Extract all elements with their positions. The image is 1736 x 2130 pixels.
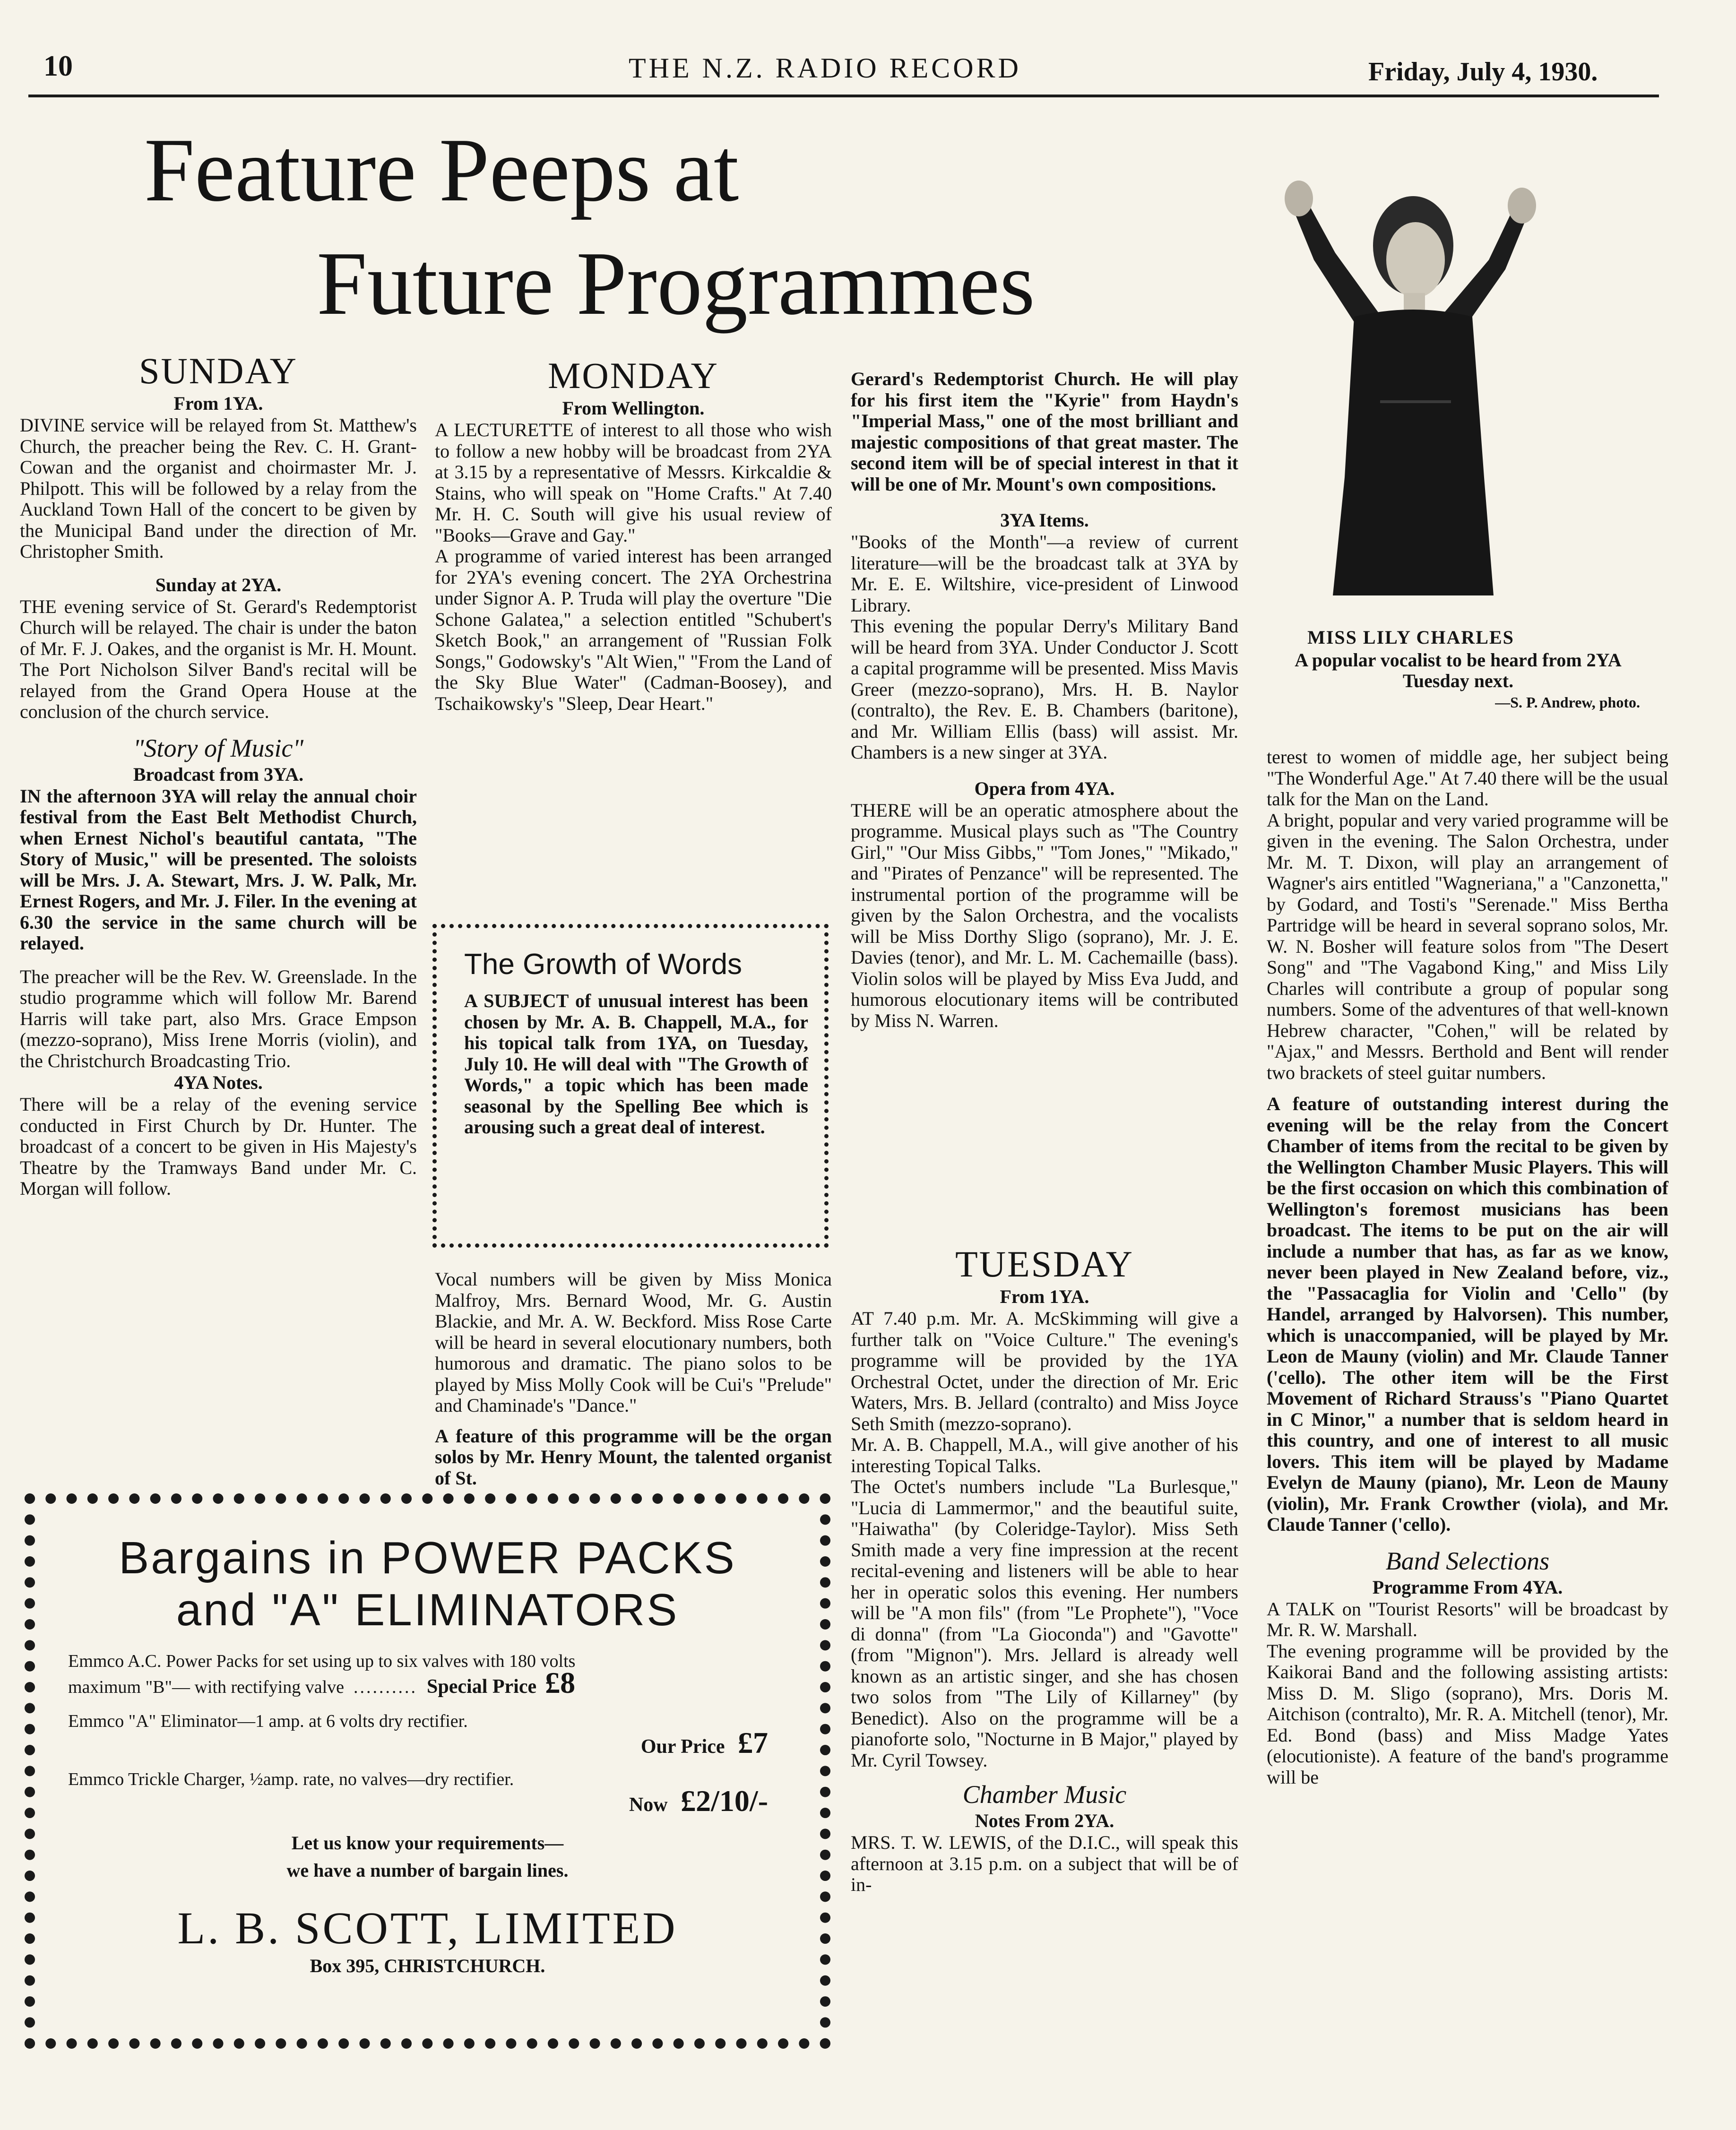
growth-of-words-text: A SUBJECT of unusual interest has been chosen by Mr. A. B. Chappell, M.A., for his topical talk from 1YA, on Tuesday, July 10. He will deal with "The Growth of Words," a topic which has been made seasonal by the Spelling Bee which is arousing such a great deal of interest.	[464, 990, 808, 1138]
tuesday-octet-text: The Octet's numbers include "La Burlesque," "Lucia di Lammermor," and the beautiful suite, "Haiwatha" (by Coleridge-Taylor). Miss Seth Smith made a very fine impression at the recent recital-evening and listeners will be able to hear her in operatic solos this evening. Her numbers will be "A mon fils" (from "Le Prophete"), "Voce di donna" (from "La Gioconda") and "Gavotte" (from "Mignon"). Mrs. Jellard is already well known as an artistic singer, and she has chosen two solos from "The Lily of Killarney" (by Benedict). Also on the programme will be a pianoforte solo, "Nocturne in B Major," played by Mr. Cyril Towsey.	[851, 1476, 1238, 1771]
monday-column-bottom	[435, 1269, 832, 1489]
ad-item1-dots: ..........	[354, 1677, 418, 1697]
sunday-2ya-text: THE evening service of St. Gerard's Redemptorist Church will be relayed. The chair is under the baton of Mr. F. J. Oakes, and the organist is Mr. H. Mount. The Port Nicholson Silver Band's recital will be relayed from the Grand Opera House at the conclusion of the church service.	[20, 595, 417, 722]
ad-item1-line2: maximum "B"— with rectifying valve	[68, 1677, 345, 1697]
feature-title-line2: Future Programmes	[317, 233, 1035, 334]
chamber-players-text: A feature of outstanding interest during the evening will be the relay from the Concert Chamber of items from the recital to be given by the Wellington Chamber Music Players. This will be the first occasion on which this combination of Wellington's foremost musicians has been broadcast. The items to be put on the air will include a number that has, as far as we know, never been played in New Zealand before, viz., the "Passacaglia for Violin and 'Cello" (by Handel, arranged by Halvorsen). This number, which is unaccompanied, will be played by Mr. Leon de Mauny (violin) and Mr. Claude Tanner ('cello). The other item will be the First Movement of Richard Strauss's "Piano Quartet in C Minor," a number that is seldom heard in this country, and one of interest to all music lovers. This item will be played by Madame Evelyn de Mauny (piano), Mr. Leon de Mauny (violin), Mr. Frank Crowther (viola), and Mr. Claude Tanner ('cello).	[1267, 1093, 1668, 1535]
issue-date: Friday, July 4, 1930.	[1368, 57, 1598, 86]
monday-2ya-concert-text: A programme of varied interest has been arranged for 2YA's evening concert. The 2YA Orchestrina under Signor A. P. Truda will play the overture "Die Schone Galatea," a selection entitled "Schubert's Sketch Book," an arrangement of "Russian Folk Songs," Godowsky's "Alt Wien," "From the Land of the Sky Blue Water" (Cadman-Boosey), and Tschaikowsky's "Sleep, Dear Heart."	[435, 545, 832, 714]
feature-title-line1: Feature Peeps at	[144, 120, 739, 220]
monday-organ-text: A feature of this programme will be the organ solos by Mr. Henry Mount, the talented organist of St.	[435, 1425, 832, 1489]
monday-heading: MONDAY	[548, 355, 719, 396]
story-of-music-heading: "Story of Music"	[133, 733, 304, 762]
sunday-preacher-text: The preacher will be the Rev. W. Greenslade. In the studio programme which will follow Mr. Barend Harris will take part, also Mrs. Grace Empson (mezzo-soprano), Miss Irene Morris (violin), and the Christchurch Broadcasting Trio.	[20, 966, 417, 1071]
photo-subject-name: MISS LILY CHARLES	[1307, 627, 1514, 648]
monday-subheading-wellington: From Wellington.	[562, 397, 705, 419]
opera-4ya-text: THERE will be an operatic atmosphere about the programme. Musical plays such as "The Country Girl," "Our Miss Gibbs," "Tom Jones," "Mikado," and "Pirates of Penzance" will be represented. The instrumental portion of the programme will be given by the Salon Orchestra, and the vocalists will be Miss Dorthy Sligo (soprano), Mr. J. E. Davies (tenor), and Mr. L. M. Cachemaille (bass). Violin solos will be played by Miss Eva Judd, and humorous elocutionary items will be contributed by Miss N. Warren.	[851, 799, 1238, 1031]
ad-item3-price: £2/10/-	[681, 1784, 768, 1818]
ad-item-power-packs	[68, 1650, 787, 1698]
sunday-subheading-2ya: Sunday at 2YA.	[155, 574, 282, 595]
kaikorai-band-text: The evening programme will be provided by the Kaikorai Band and the following assisting artists: Miss D. M. Sligo (soprano), Mrs. Doris M. Aitchison (contralto), Mr. R. A. Mitchell (tenor), Mr. Ed. Bond (bass) and Miss Madge Yates (elocutioniste). A feature of the band's programme will be	[1267, 1640, 1668, 1788]
photo-caption: A popular vocalist to be heard from 2YA Tuesday next.	[1295, 649, 1622, 691]
ad-item1-line1: Emmco A.C. Power Packs for set using up to six valves with 180 volts	[68, 1651, 576, 1671]
band-selections-heading: Band Selections	[1385, 1546, 1550, 1575]
sunday-subheading-3ya: Broadcast from 3YA.	[133, 763, 304, 785]
masthead: THE N.Z. RADIO RECORD	[629, 52, 1021, 84]
monday-vocal-text: Vocal numbers will be given by Miss Monica Malfroy, Mrs. Bernard Wood, Mr. G. Austin Blackie, and Mr. A. W. Beckford. Miss Rose Carte will be heard in several elocutionary numbers, both humorous and dramatic. The piano solos to be played by Miss Molly Cook will be Cui's "Prelude" and Chaminade's "Dance."	[435, 1268, 832, 1416]
photo-credit: —S. P. Andrew, photo.	[1495, 694, 1640, 711]
fourth-column	[1267, 747, 1668, 1788]
ad-address: Box 395, CHRISTCHURCH.	[310, 1955, 545, 1976]
tuesday-subheading-2ya: Notes From 2YA.	[975, 1810, 1114, 1831]
opera-4ya-heading: Opera from 4YA.	[974, 777, 1115, 799]
tuesday-chappell-text: Mr. A. B. Chappell, M.A., will give another of his interesting Topical Talks.	[851, 1434, 1238, 1476]
growth-of-words-title: The Growth of Words	[464, 948, 743, 981]
ad-item2-price: £7	[738, 1726, 768, 1759]
tuesday-section	[851, 1243, 1238, 1896]
sunday-1ya-text: DIVINE service will be relayed from St. Matthew's Church, the preacher being the Rev. C. H. Grant-Cowan and the organist and choirmaster Mr. J. Philpott. This will be followed by a relay from the Auckland Town Hall of the concert to be given by the Municipal Band under the direction of Mr. Christopher Smith.	[20, 414, 417, 562]
header-rule	[28, 95, 1659, 97]
tourist-resorts-text: A TALK on "Tourist Resorts" will be broadcast by Mr. R. W. Marshall.	[1267, 1598, 1668, 1640]
ad-cta-line2: we have a number of bargain lines.	[286, 1860, 569, 1881]
sunday-3ya-text: IN the afternoon 3YA will relay the annual choir festival from the East Belt Methodist Church, when Ernest Nichol's beautiful cantata, "The Story of Music," will be presented. The soloists will be Mrs. J. A. Stewart, Mrs. J. W. Palk, Mr. Ernest Rogers, and Mr. J. Filer. In the evening at 6.30 the service in the same church will be relayed.	[20, 785, 417, 954]
ad-company-name: L. B. SCOTT, LIMITED	[177, 1903, 678, 1953]
sunday-subheading-1ya: From 1YA.	[173, 393, 263, 414]
lily-charles-photo	[1257, 118, 1564, 605]
ad-call-to-action	[68, 1829, 787, 1884]
monday-column-top	[435, 354, 832, 714]
tuesday-1ya-text: AT 7.40 p.m. Mr. A. McSkimming will give a further talk on "Voice Culture." The evening's programme will be provided by the 1YA Orchestral Octet, under the direction of Mr. Eric Waters, Mrs. B. Jellard (contralto) and Miss Joyce Seth Smith (mezzo-soprano).	[851, 1308, 1238, 1434]
organ-items-text: Gerard's Redemptorist Church. He will play for his first item the "Kyrie" from Haydn's "Imperial Mass," one of the most brilliant and majestic compositions of that great master. The second item will be of special interest in that it will be one of Mr. Mount's own compositions.	[851, 368, 1238, 495]
ad-item-trickle-charger	[68, 1768, 787, 1816]
ad-headline-line1: Bargains in POWER PACKS	[119, 1533, 736, 1583]
derrys-band-text: This evening the popular Derry's Military Band will be heard from 3YA. Under Conductor J. Scott a capital programme will be presented. Miss Mavis Greer (mezzo-soprano), Mrs. H. B. Naylor (contralto), the Rev. E. B. Chambers (baritone), and Mr. William Ellis (bass) will assist. Mr. Chambers is a new singer at 3YA.	[851, 615, 1238, 763]
monday-lecturette-text: A LECTURETTE of interest to all those who wish to follow a new hobby will be broadcast from 2YA at 3.15 by a representative of Messrs. Kirkcaldie & Stains, who will speak on "Home Crafts." At 7.40 Mr. H. C. South will give his usual review of "Books—Grave and Gay."	[435, 419, 832, 546]
salon-orchestra-text: A bright, popular and very varied programme will be given in the evening. The Salon Orchestra, under Mr. M. T. Dixon, will play an arrangement of Wagner's airs entitled "Wagneriana," a "Canzonetta," by Godard, and Tosti's "Serenade." Miss Bertha Partridge will be heard in several soprano solos, Mr. W. N. Bosher will feature solos from "The Desert Song" and "The Vagabond King," and Miss Lily Charles will contribute a group of popular song numbers. Some of the adventures of that well-known Hebrew character, "Cohen," will be related by "Ajax," and Messrs. Berthold and Bent will render two brackets of steel guitar numbers.	[1267, 809, 1668, 1083]
sunday-subheading-4ya: 4YA Notes.	[174, 1072, 263, 1093]
ad-headline-line2: and "A" ELIMINATORS	[176, 1585, 679, 1635]
ad-item1-price: £8	[545, 1666, 576, 1699]
ad-item1-price-label: Special Price	[427, 1676, 537, 1698]
books-of-month-text: "Books of the Month"—a review of current literature—will be the broadcast talk at 3YA by Mr. E. E. Wiltshire, vice-president of Linwood Library.	[851, 531, 1238, 616]
sunday-heading: SUNDAY	[139, 350, 298, 391]
3ya-items-heading: 3YA Items.	[1000, 509, 1089, 531]
power-packs-advertisement	[25, 1493, 830, 2049]
sunday-4ya-text: There will be a relay of the evening service conducted in First Church by Dr. Hunter. The broadcast of a concert to be given in His Majesty's Theatre by the Tramways Band under Mr. C. Morgan will follow.	[20, 1094, 417, 1199]
third-column	[851, 369, 1238, 1031]
sunday-column	[20, 350, 417, 1199]
tuesday-lewis-text: MRS. T. W. LEWIS, of the D.I.C., will speak this afternoon at 3.15 p.m. on a subject that will be of in-	[851, 1832, 1238, 1895]
chamber-music-heading: Chamber Music	[962, 1780, 1127, 1809]
ad-item2-line1: Emmco "A" Eliminator—1 amp. at 6 volts dry rectifier.	[68, 1711, 468, 1731]
wonderful-age-text: terest to women of middle age, her subject being "The Wonderful Age." At 7.40 there will be the usual talk for the Man on the Land.	[1267, 746, 1668, 810]
ad-item-a-eliminator	[68, 1710, 787, 1758]
tuesday-subheading-1ya: From 1YA.	[1000, 1286, 1089, 1307]
ad-item2-price-label: Our Price	[640, 1736, 725, 1758]
ad-item3-line1: Emmco Trickle Charger, ½amp. rate, no valves—dry rectifier.	[68, 1769, 514, 1789]
tuesday-heading: TUESDAY	[955, 1243, 1134, 1285]
ad-item3-price-label: Now	[629, 1794, 668, 1816]
ad-cta-line1: Let us know your requirements—	[291, 1832, 564, 1854]
band-programme-subheading: Programme From 4YA.	[1372, 1576, 1563, 1598]
growth-of-words-box	[432, 924, 829, 1248]
page-number: 10	[43, 50, 73, 82]
